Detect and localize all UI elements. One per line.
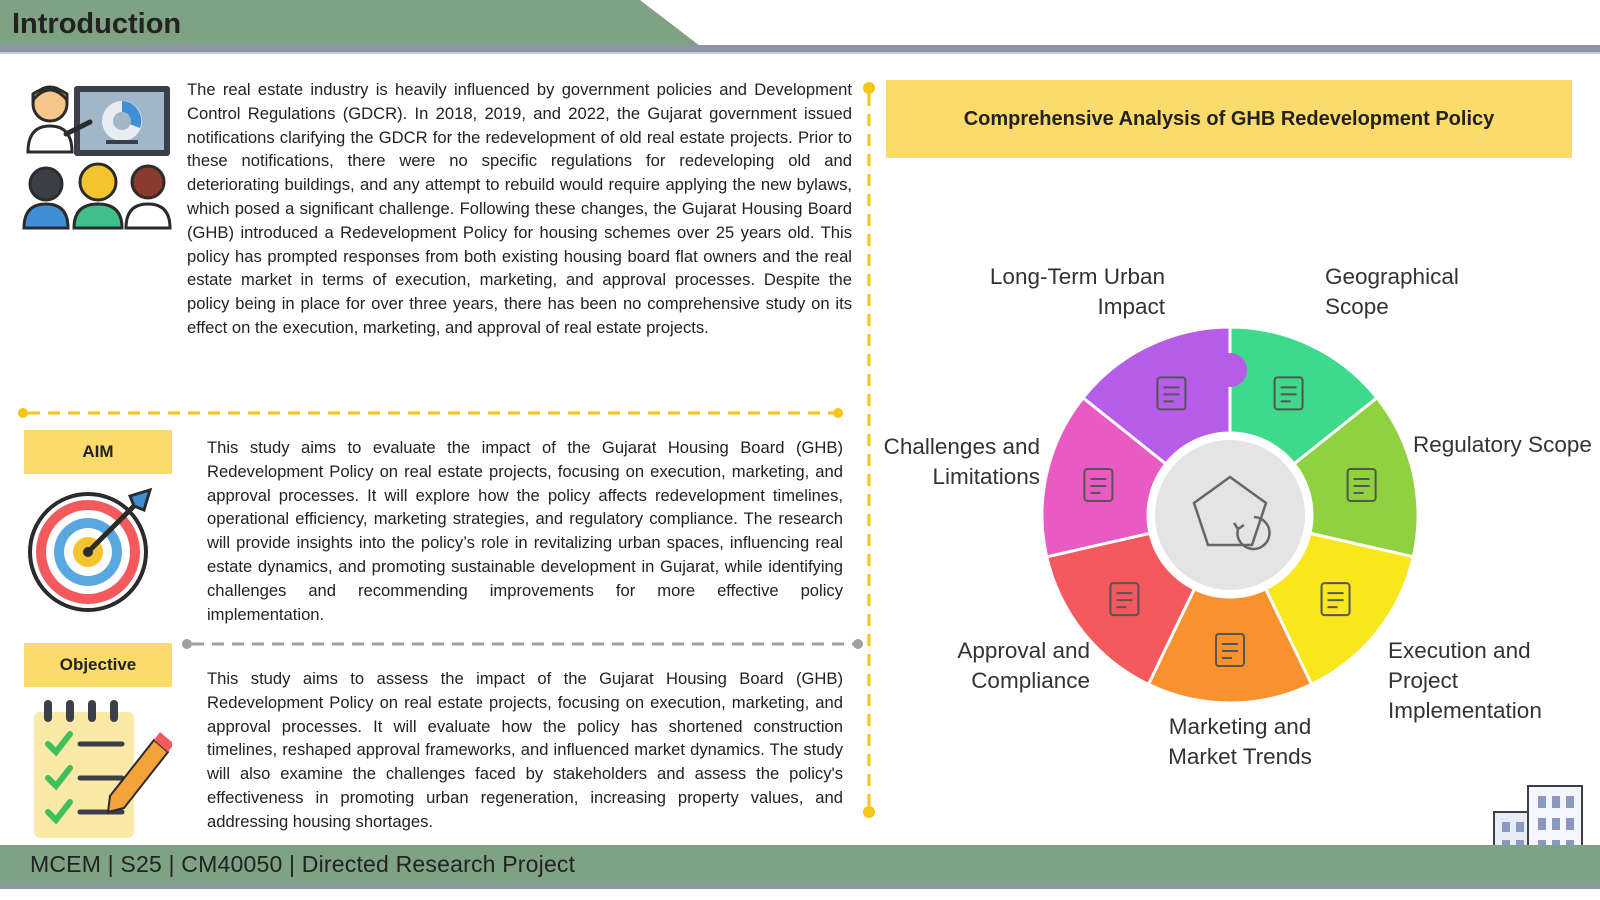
segment-label-approval-compliance: Approval and Compliance bbox=[957, 638, 1090, 693]
divider-dashed-aim bbox=[18, 408, 844, 418]
header-divider-light bbox=[0, 52, 1600, 54]
puzzle-wheel bbox=[1035, 320, 1425, 710]
footer-divider bbox=[0, 885, 1600, 889]
header-divider bbox=[0, 45, 1600, 52]
segment-label-geographical-scope: Geographical Scope bbox=[1325, 264, 1459, 319]
footer-bar bbox=[0, 845, 1600, 885]
segment-label-execution-implementation: Execution and Project Implementation bbox=[1388, 638, 1542, 723]
segment-label-long-term-urban-impact: Long-Term Urban Impact bbox=[989, 264, 1165, 319]
presentation-icon bbox=[22, 82, 174, 232]
intro-paragraph: The real estate industry is heavily influenced by government policies and Development Control Regulations (GDCR). In 2018, 2019, and 2022, the Gujarat government issued notifications clarifying the GDCR for the redevelopment of old real estate projects. Prior to these notifications, there were no specific regulations for redeveloping old and deteriorating buildings, and any attempt to rebuild would require applying the new bylaws, which posed a significant challenge. Following these changes, the Gujarat Housing Board (GHB) introduced a Redevelopment Policy for housing schemes over 25 years old. This policy has prompted responses from both existing housing board flat owners and the real estate market in terms of execution, marketing, and approval processes. Despite the policy being in place for over three years, there has been no comprehensive study on its effect on the execution, marketing, and approval of real estate projects. bbox=[187, 80, 852, 337]
puzzle-knob bbox=[1213, 353, 1247, 387]
aim-paragraph: This study aims to evaluate the impact of the Gujarat Housing Board (GHB) Redevelopment Policy on real estate projects, focusing on execution, marketing, and approval processes. It will explore how the policy affects redevelopment timelines, operational efficiency, marketing strategies, and regulatory compliance. The research will provide insights into the policy’s role in revitalizing urban spaces, influencing real estate dynamics, and promoting sustainable development in Gujarat, while identifying challenges and recommending improvements for more effective policy implementation. bbox=[207, 438, 843, 624]
objective-paragraph: This study aims to assess the impact of the Gujarat Housing Board (GHB) Redevelopment Policy on real estate projects, focusing on execution, marketing, and approval processes. It will evaluate how the policy has shortened construction timelines, reshaped approval frameworks, and influenced market dynamics. The study will also examine the challenges faced by stakeholders and assess the policy's effectiveness in promoting urban regeneration, increasing property values, and addressing housing shortages. bbox=[207, 669, 843, 831]
checklist-icon bbox=[30, 700, 172, 840]
footer-text: MCEM | S25 | CM40050 | Directed Research Project bbox=[30, 851, 576, 877]
aim-label: AIM bbox=[24, 430, 172, 474]
segment-label-regulatory-scope: Regulatory Scope bbox=[1413, 432, 1592, 457]
panel-title: Comprehensive Analysis of GHB Redevelopment Policy bbox=[886, 80, 1572, 158]
objective-label: Objective bbox=[24, 643, 172, 687]
segment-label-marketing-market-trends: Marketing and Market Trends bbox=[1168, 714, 1312, 769]
header bbox=[0, 0, 1600, 60]
target-icon bbox=[26, 486, 154, 614]
wheel-center bbox=[1152, 437, 1308, 593]
divider-dashed-objective bbox=[182, 639, 864, 649]
segment-label-challenges-limitations: Challenges and Limitations bbox=[883, 434, 1040, 489]
page-title: Introduction bbox=[12, 8, 182, 40]
